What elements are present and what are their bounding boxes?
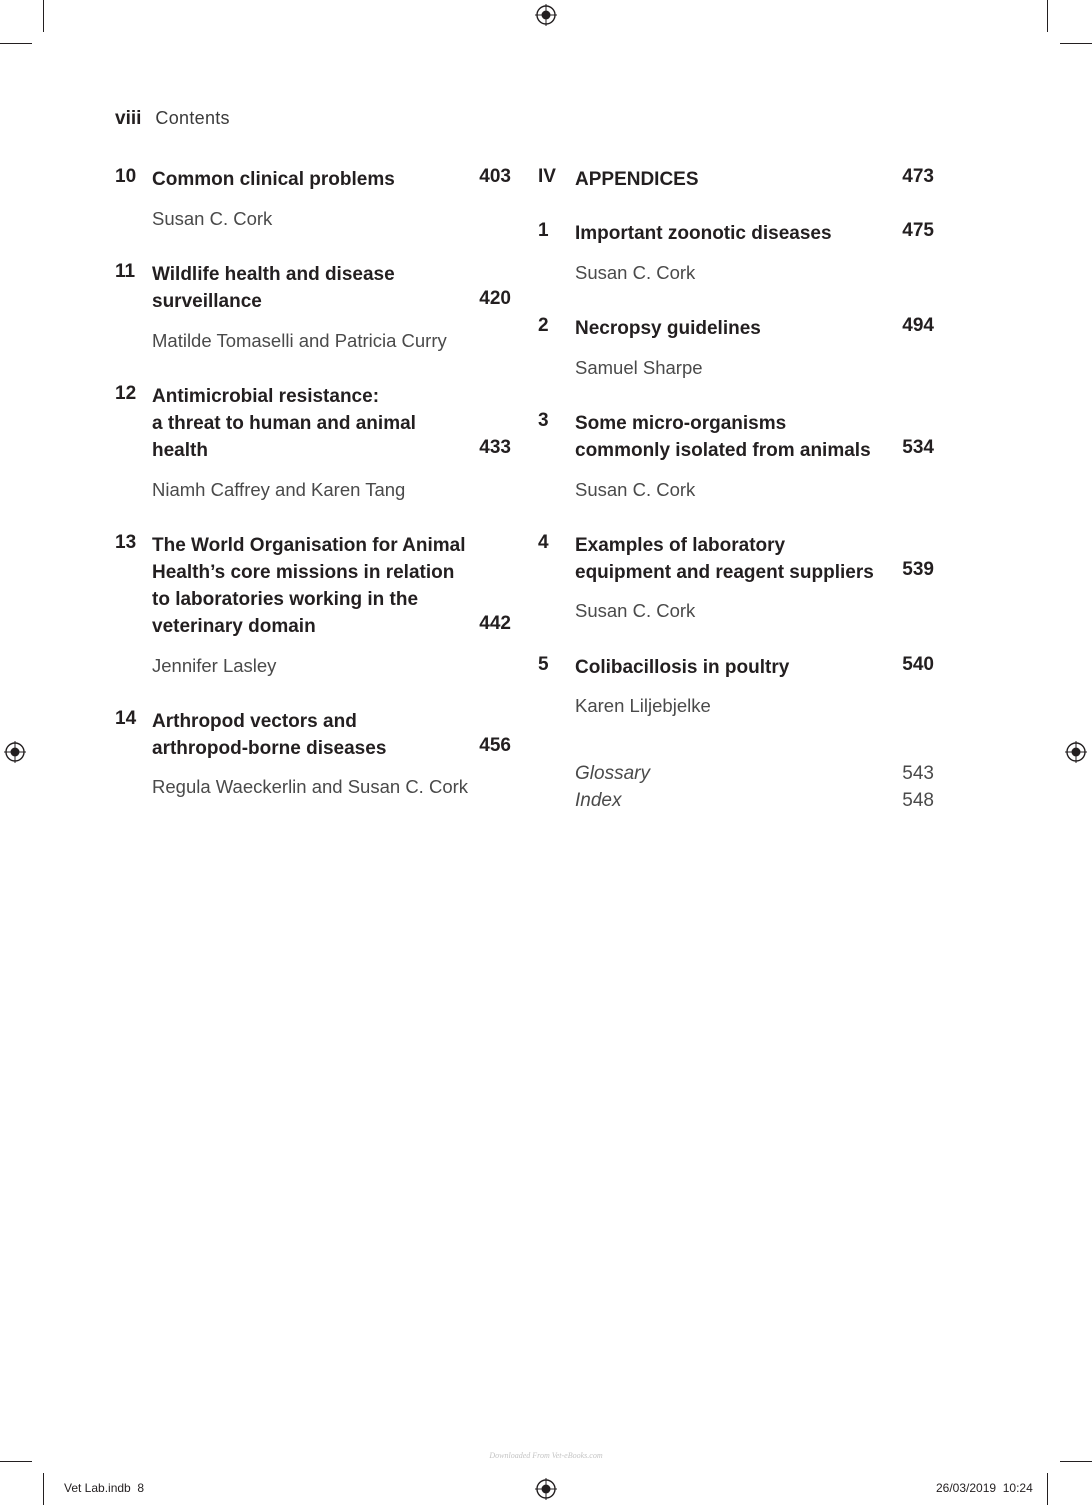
footer-filename: Vet Lab.indb: [64, 1481, 131, 1495]
appendix-title: Important zoonotic diseases: [575, 223, 832, 244]
page-folio: viii: [115, 108, 142, 129]
registration-mark-icon: [4, 741, 26, 763]
part-title: APPENDICES: [575, 169, 699, 190]
appendix-author: Samuel Sharpe: [575, 357, 703, 378]
part-page: 473: [902, 166, 934, 187]
chapter-page: 442: [479, 613, 511, 634]
glossary-label: Glossary: [575, 763, 650, 784]
chapter-number: 11: [115, 261, 136, 282]
appendix-title: Examples of laboratory equipment and reagent suppliers: [575, 535, 874, 583]
registration-mark-icon: [535, 1478, 557, 1500]
chapter-number: 13: [115, 532, 137, 553]
footer-file: [64, 1481, 144, 1495]
chapter-number: 12: [115, 383, 137, 404]
section-title: Contents: [155, 108, 230, 128]
chapter-author: Matilde Tomaselli and Patricia Curry: [152, 330, 447, 351]
appendix-author: Karen Liljebjelke: [575, 695, 711, 716]
chapter-title: Common clinical problems: [152, 169, 395, 190]
glossary-page: 543: [902, 763, 934, 784]
crop-mark: [0, 1461, 32, 1462]
registration-mark-icon: [535, 4, 557, 26]
appendix-number: 4: [538, 532, 549, 553]
footer-time: 10:24: [1002, 1481, 1033, 1495]
crop-mark: [0, 43, 32, 44]
appendix-number: 2: [538, 315, 549, 336]
footer-page: 8: [137, 1481, 145, 1495]
chapter-author: Niamh Caffrey and Karen Tang: [152, 479, 406, 500]
appendix-title: Necropsy guidelines: [575, 318, 761, 339]
appendix-number: 1: [538, 220, 549, 241]
appendix-page: 494: [902, 315, 934, 336]
crop-mark: [1047, 1473, 1048, 1505]
part-number: IV: [538, 166, 556, 187]
crop-mark: [1060, 43, 1092, 44]
chapter-page: 433: [479, 437, 511, 458]
footer-timestamp: [936, 1481, 1033, 1495]
chapter-author: Regula Waeckerlin and Susan C. Cork: [152, 776, 469, 797]
crop-mark: [43, 0, 44, 32]
chapter-number: 10: [115, 166, 137, 187]
chapter-title: Antimicrobial resistance: a threat to human and animal health: [152, 386, 416, 461]
appendix-page: 539: [902, 559, 934, 580]
appendix-title: Some micro-organisms commonly isolated from animals: [575, 413, 871, 461]
chapter-title: Wildlife health and disease surveillance: [152, 264, 395, 312]
chapter-page: 456: [479, 735, 511, 756]
appendix-author: Susan C. Cork: [575, 600, 696, 621]
appendix-page: 540: [902, 654, 934, 675]
crop-mark: [1060, 1461, 1092, 1462]
watermark: Downloaded From Vet-eBooks.com: [489, 1451, 603, 1460]
chapter-title: Arthropod vectors and arthropod-borne diseases: [152, 711, 387, 759]
registration-mark-icon: [1065, 741, 1087, 763]
footer-date: 26/03/2019: [936, 1481, 997, 1495]
index-label: Index: [575, 790, 622, 811]
chapter-number: 14: [115, 708, 137, 729]
crop-mark: [1047, 0, 1048, 32]
appendix-number: 3: [538, 410, 549, 431]
crop-mark: [43, 1473, 44, 1505]
appendix-title: Colibacillosis in poultry: [575, 657, 790, 678]
appendix-number: 5: [538, 654, 549, 675]
chapter-page: 403: [479, 166, 511, 187]
index-page: 548: [902, 790, 934, 811]
appendix-author: Susan C. Cork: [575, 262, 696, 283]
chapter-author: Susan C. Cork: [152, 208, 273, 229]
appendix-page: 475: [902, 220, 934, 241]
appendix-page: 534: [902, 437, 934, 458]
chapter-title: The World Organisation for Animal Health’s core missions in relation to laboratories working in the veterinary domain: [152, 535, 466, 637]
running-header: [115, 108, 230, 130]
appendix-author: Susan C. Cork: [575, 479, 696, 500]
chapter-page: 420: [479, 288, 511, 309]
chapter-author: Jennifer Lasley: [152, 655, 277, 676]
